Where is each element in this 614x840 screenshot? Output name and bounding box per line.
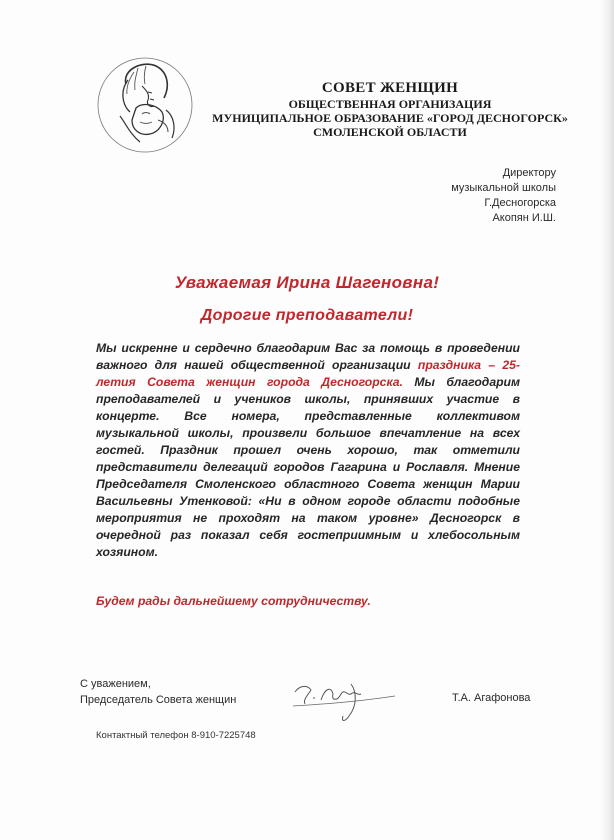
header-subtitle: ОБЩЕСТВЕННАЯ ОРГАНИЗАЦИЯ — [288, 97, 492, 111]
contact-phone: Контактный телефон 8-910-7225748 — [96, 730, 256, 741]
mother-child-emblem-icon — [90, 50, 200, 160]
header-region: СМОЛЕНСКОЙ ОБЛАСТИ — [313, 125, 467, 139]
letter-highlight: праздника – 25-летия Совета женщин города Десногорска. — [96, 358, 520, 389]
personal-greeting: Уважаемая Ирина Шагеновна! — [174, 273, 440, 292]
position-text: Председатель Совета женщин — [80, 694, 237, 706]
regards-text: С уважением, — [80, 678, 151, 690]
addressee-line: музыкальной школы — [451, 182, 556, 194]
signature-position — [80, 676, 236, 708]
letter-text: Мы искренне и сердечно благодарим Вас за помощь в проведении важного для нашей общественной организации — [96, 341, 520, 372]
organization-header — [200, 80, 580, 139]
signatory-name: Т.А. Агафонова — [452, 692, 531, 704]
addressee-line: Г.Десногорска — [484, 197, 556, 209]
addressee-line: Директору — [502, 167, 556, 179]
general-greeting: Дорогие преподаватели! — [200, 307, 414, 324]
header-municipality: МУНИЦИПАЛЬНОЕ ОБРАЗОВАНИЕ «ГОРОД ДЕСНОГОРСК» — [212, 111, 568, 125]
handwritten-signature — [285, 672, 400, 727]
page-edge-shadow — [600, 0, 614, 840]
letter-text: Мы благодарим преподавателей и учеников школы, принявших участие в концерте. Все номера, представленные коллективом музыкальной школы, произвели большое впечатление на всех гостей. Праздник прошел очень хорошо, так отметили представители делегаций городов Гагарина и Рославля. Мнение Председателя Смоленского областного Совета женщин Марии Васильевны Утенковой: «Ни в одном городе области подобные мероприятия не проходят на таком уровне» Десногорск в очередной раз показал себя гостеприимным и хлебосольным хозяином. — [96, 375, 520, 559]
addressee-line: Акопян И.Ш. — [492, 212, 556, 224]
letter-closing: Будем рады дальнейшему сотрудничеству. — [96, 594, 371, 608]
letter-body — [96, 340, 520, 561]
header-title: СОВЕТ ЖЕНЩИН — [321, 80, 459, 96]
addressee-block — [451, 166, 556, 226]
